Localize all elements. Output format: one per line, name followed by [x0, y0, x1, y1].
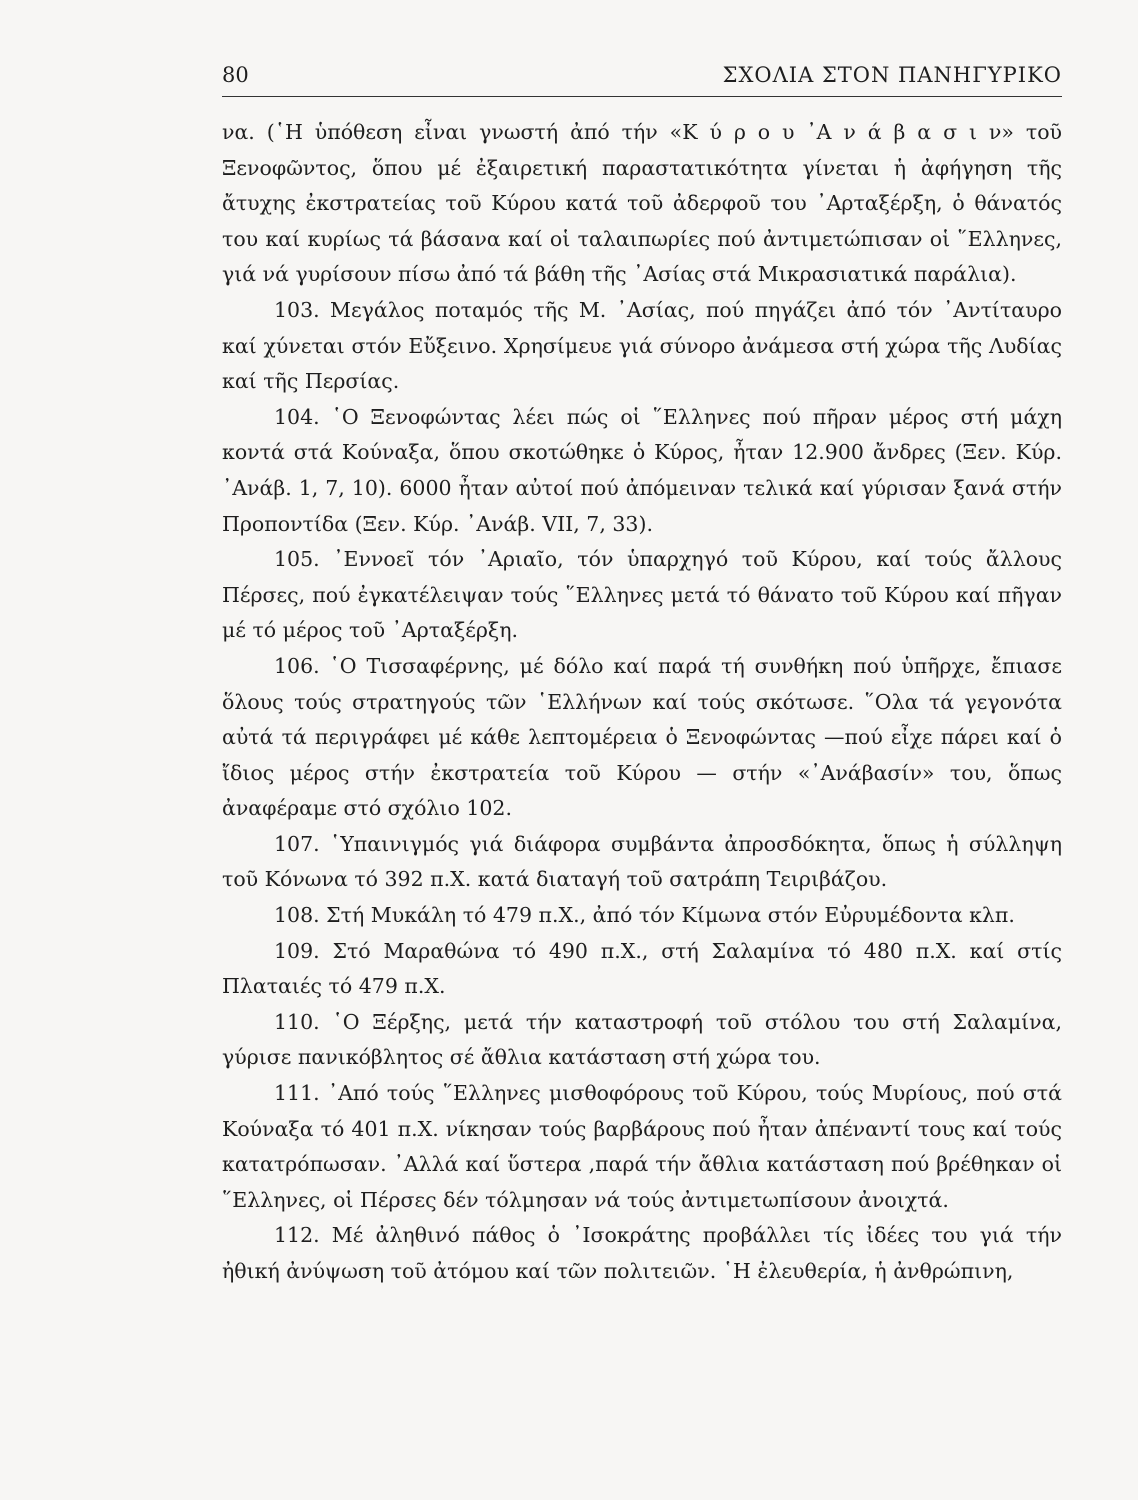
- running-title: ΣΧΟΛΙΑ ΣΤΟΝ ΠΑΝΗΓΥΡΙΚΟ: [722, 63, 1062, 87]
- note-105: 105. ᾿Εννοεῖ τόν ᾿Αριαῖο, τόν ὑπαρχηγό τοῦ Κύρου, καί τούς ἄλλους Πέρσες, πού ἐγκατέλειψαν τούς ῞Ελληνες μετά τό θάνατο τοῦ Κύρου καί πῆγαν μέ τό μέρος τοῦ ᾿Αρταξέρξη.: [222, 547, 1062, 643]
- note-103: 103. Μεγάλος ποταμός τῆς Μ. ᾿Ασίας, πού πηγάζει ἀπό τόν ᾿Αντίταυρο καί χύνεται στόν Εὔξεινο. Χρησίμευε γιά σύνορο ἀνάμεσα στή χώρα τῆς Λυδίας καί τῆς Περσίας.: [222, 297, 1062, 394]
- body-text: [222, 115, 1062, 1290]
- page-header: [222, 60, 1062, 97]
- note-112: 112. Μέ ἀληθινό πάθος ὁ ᾿Ισοκράτης προβάλλει τίς ἰδέες του γιά τήν ἠθική ἀνύψωση τοῦ ἀτόμου καί τῶν πολιτειῶν. ῾Η ἐλευθερία, ἡ ἀνθρώπινη,: [222, 1223, 1062, 1283]
- note-111: 111. ᾿Από τούς ῞Ελληνες μισθοφόρους τοῦ Κύρου, τούς Μυρίους, πού στά Κούναξα τό 401 π.Χ. νίκησαν τούς βαρβάρους πού ἦταν ἀπέναντί τους καί τούς κατατρόπωσαν. ᾿Αλλά καί ὕστερα ,παρά τήν ἄθλια κατάσταση πού βρέθηκαν οἱ ῞Ελληνες, οἱ Πέρσες δέν τόλμησαν νά τούς ἀντιμετωπίσουν ἀνοιχτά.: [222, 1081, 1062, 1212]
- note-109: 109. Στό Μαραθώνα τό 490 π.Χ., στή Σαλαμίνα τό 480 π.Χ. καί στίς Πλαταιές τό 479 π.Χ.: [222, 938, 1062, 999]
- note-104: 104. ῾Ο Ξενοφώντας λέει πώς οἱ ῞Ελληνες πού πῆραν μέρος στή μάχη κοντά στά Κούναξα, ὅπου σκοτώθηκε ὁ Κύρος, ἦταν 12.900 ἄνδρες (Ξεν. Κύρ. ᾿Ανάβ. 1, 7, 10). 6000 ἦταν αὐτοί πού ἀπόμειναν τελικά καί γύρισαν ξανά στήν Προποντίδα (Ξεν. Κύρ. ᾿Ανάβ. VII, 7, 33).: [222, 404, 1062, 536]
- page-number: 80: [222, 63, 249, 87]
- note-107: 107. ῾Υπαινιγμός γιά διάφορα συμβάντα ἀπροσδόκητα, ὅπως ἡ σύλληψη τοῦ Κόνωνα τό 392 π.Χ. κατά διαταγή τοῦ σατράπη Τειριβάζου.: [222, 831, 1062, 892]
- note-110: 110. ῾Ο Ξέρξης, μετά τήν καταστροφή τοῦ στόλου του στή Σαλαμίνα, γύρισε πανικόβλητος σέ ἄθλια κατάσταση στή χώρα του.: [222, 1009, 1062, 1070]
- note-106: 106. ῾Ο Τισσαφέρνης, μέ δόλο καί παρά τή συνθήκη πού ὑπῆρχε, ἔπιασε ὅλους τούς στρατηγούς τῶν ῾Ελλήνων καί τούς σκότωσε. ῞Ολα τά γεγονότα αὐτά τά περιγράφει μέ κάθε λεπτομέρεια ὁ Ξενοφώντας —πού εἶχε πάρει καί ὁ ἴδιος μέρος στήν ἐκστρατεία τοῦ Κύρου — στήν «᾿Ανάβασίν» του, ὅπως ἀναφέραμε στό σχόλιο 102.: [222, 653, 1062, 821]
- note-108: 108. Στή Μυκάλη τό 479 π.Χ., ἀπό τόν Κίμωνα στόν Εὐρυμέδοντα κλπ.: [274, 903, 1015, 928]
- paragraph-continuation: να. (῾Η ὑπόθεση εἶναι γνωστή ἀπό τήν «Κ ύ ρ ο υ ᾿Α ν ά β α σ ι ν» τοῦ Ξενοφῶντος, ὅπου μέ ἐξαιρετική παραστατικότητα γίνεται ἡ ἀφήγηση τῆς ἄτυχης ἐκστρατείας τοῦ Κύρου κατά τοῦ ἀδερφοῦ του ᾿Αρταξέρξη, ὁ θάνατός του καί κυρίως τά βάσανα καί οἱ ταλαιπωρίες πού ἀντιμετώπισαν οἱ ῞Ελληνες, γιά νά γυρίσουν πίσω ἀπό τά βάθη τῆς ᾿Ασίας στά Μικρασιατικά παράλια).: [222, 120, 1062, 287]
